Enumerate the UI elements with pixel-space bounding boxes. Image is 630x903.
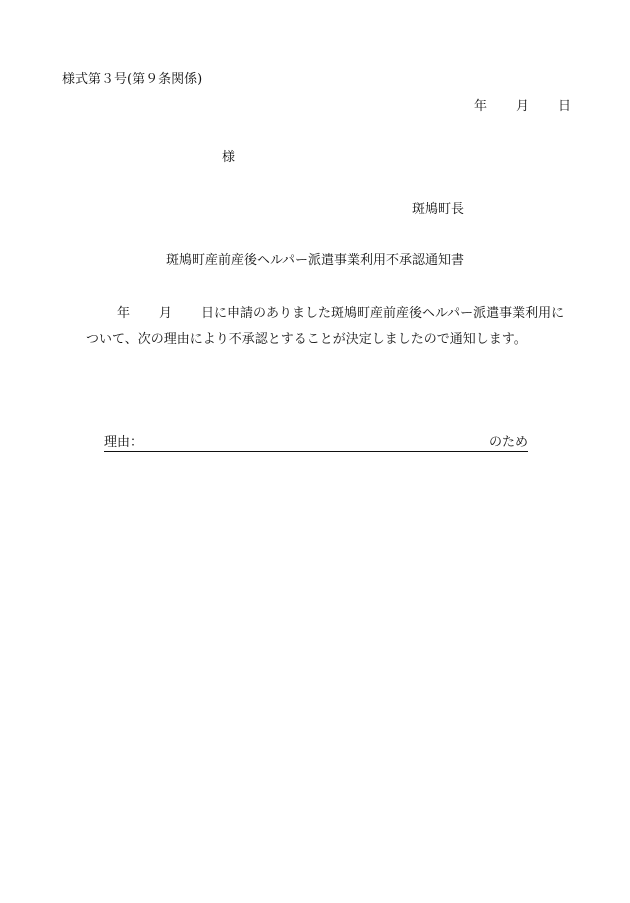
body-month-label: 月	[159, 306, 173, 321]
form-number-label: 様式第３号(第９条関係)	[62, 72, 203, 87]
body-year-label: 年	[117, 306, 131, 321]
body-line-1	[117, 302, 564, 321]
reason-line	[104, 431, 528, 452]
date-line	[474, 95, 571, 114]
reason-label: 理由：	[104, 435, 144, 450]
reason-suffix: のため	[488, 435, 528, 450]
recipient-suffix: 様	[222, 150, 236, 165]
sender-name: 斑鳩町長	[412, 202, 465, 217]
date-month-label: 月	[516, 99, 530, 114]
date-year-label: 年	[474, 99, 488, 114]
document-title: 斑鳩町産前産後ヘルパー派遣事業利用不承認通知書	[165, 253, 465, 268]
date-day-label: 日	[558, 99, 572, 114]
body-line-1-text: 日に申請のありました斑鳩町産前産後ヘルパー派遣事業利用に	[201, 306, 565, 321]
body-line-2: ついて、次の理由により不承認とすることが決定しましたので通知します。	[86, 332, 527, 347]
